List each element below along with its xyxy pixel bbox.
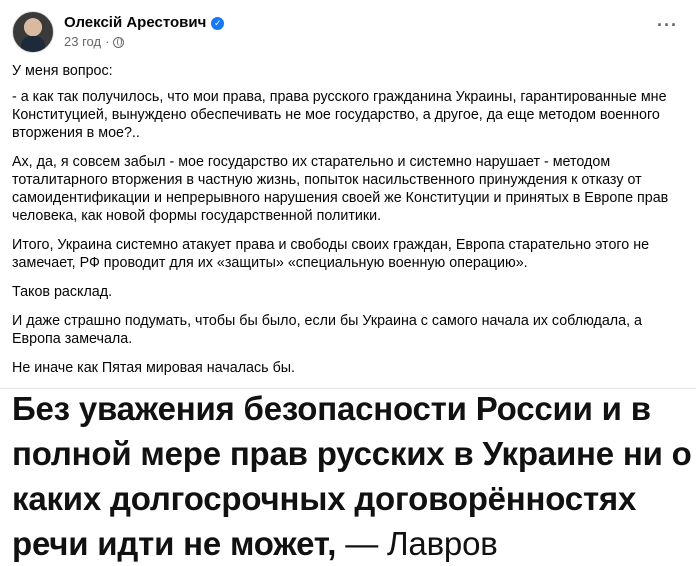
globe-icon: [113, 37, 124, 48]
post-time[interactable]: 23 год: [64, 34, 102, 50]
post-meta: [64, 34, 224, 50]
quote-text: Без уважения безопасности России и в полной мере прав русских в Украине ни о каких долгосрочных договорённостях речи идти не может,: [12, 390, 692, 562]
more-options-icon[interactable]: ···: [657, 15, 678, 35]
post-paragraph: - а как так получилось, что мои права, права русского гражданина Украины, гарантированные мне Конституцией, вынуждено обеспечивать не мое государство, а другое, да еще методом военного вторжения в мое?..: [12, 89, 667, 141]
author-info: [64, 14, 224, 50]
post-paragraph: Не иначе как Пятая мировая началась бы.: [12, 360, 296, 376]
meta-separator: ·: [105, 34, 110, 50]
post-header: [12, 10, 224, 54]
author-avatar[interactable]: [12, 11, 54, 53]
post-paragraph: И даже страшно подумать, чтобы бы было, если бы Украина с самого начала их соблюдала, а Европа замечала.: [12, 313, 642, 347]
post-text: [12, 62, 682, 388]
quote-attribution: — Лавров: [336, 525, 498, 562]
post-paragraph: Ах, да, я совсем забыл - мое государство их старательно и системно нарушает - методом тоталитарного вторжения в частную жизнь, попыток насильственного принуждения к отказу от самоидентификации и непрерывного нарушения своей же Конституции и принятых в Европе прав человека, как новой формы государственной политики.: [12, 154, 669, 224]
post-paragraph: Таков расклад.: [12, 284, 113, 300]
verified-badge-icon: ✓: [211, 17, 224, 30]
post-paragraph: У меня вопрос:: [12, 63, 113, 79]
author-row: [64, 14, 224, 32]
post-paragraph: Итого, Украина системно атакует права и свободы своих граждан, Европа старательно этого не замечает, РФ проводит для их «защиты» «специальную военную операцию».: [12, 237, 650, 271]
quote-caption: [12, 386, 692, 566]
author-name[interactable]: Олексій Арестович: [64, 14, 207, 32]
